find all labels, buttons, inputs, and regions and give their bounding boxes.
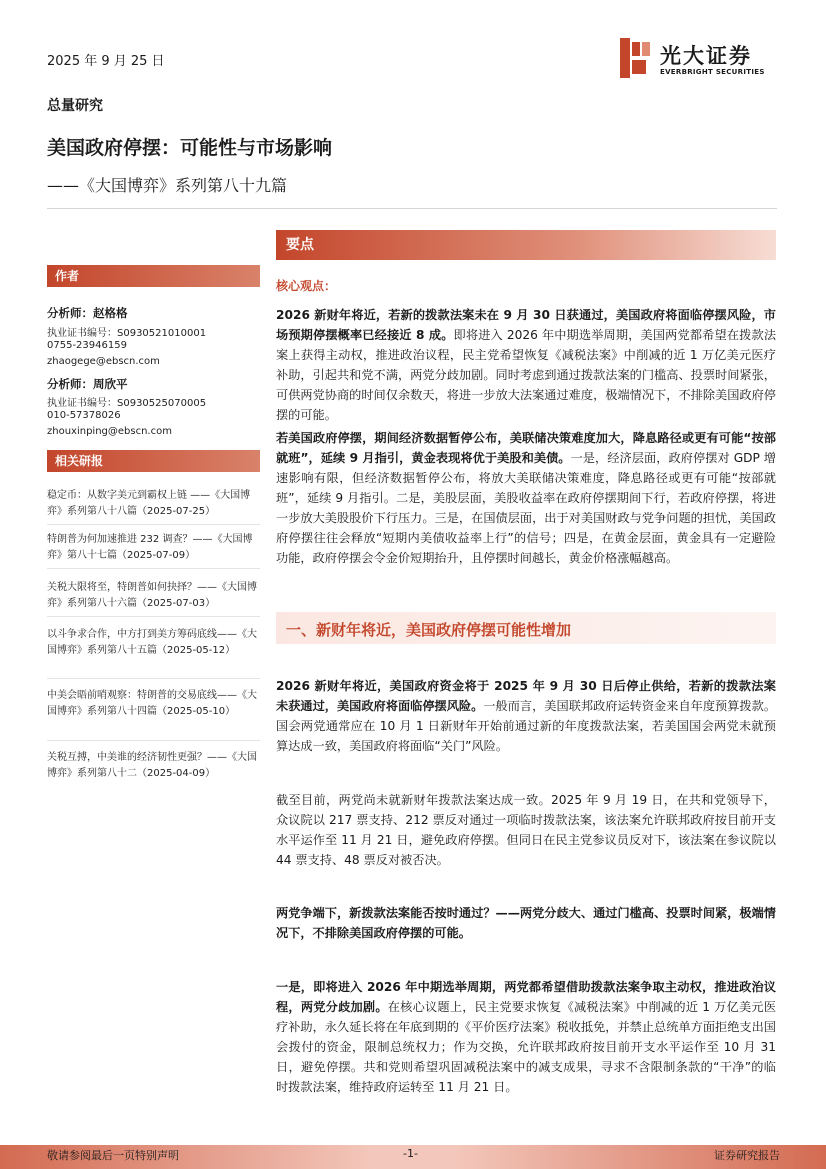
list-divider [47,678,260,679]
paragraph [276,977,776,1097]
logo-subtitle: EVERBRIGHT SECURITIES [660,68,765,76]
related-report-link[interactable]: 以斗争求合作，中方打到美方筹码底线——《大国博弈》系列第八十五篇（2025-05-12） [47,629,257,656]
key-points-header: 要点 [276,230,776,260]
author-name: 分析师：赵格格 [47,306,128,320]
author-email[interactable]: zhouxinping@ebscn.com [47,426,172,437]
list-divider [47,616,260,617]
author-cert: 执业证书编号：S0930525070005 [47,398,207,409]
paragraph-body: 截至目前，两党尚未就新财年拨款法案达成一致。2025 年 9 月 19 日，在共和党领导下，众议院以 217 票支持、212 票反对通过一项临时拨款法案，该法案允许联邦政府按目前开支水平运作至 11 月 21 日，避免政府停摆。但同日在民主党参议员反对下，该法案在参议院以 44 票支持、48 票反对被否决。 [276,793,776,867]
paragraph [276,428,776,568]
author-phone: 0755-23946159 [47,340,127,351]
logo-name: 光大证券 [660,44,752,68]
author-name: 分析师：周欣平 [47,377,128,391]
list-divider [47,740,260,741]
core-view-label: 核心观点： [276,279,337,293]
section-title: 一、新财年将近，美国政府停摆可能性增加 [286,621,572,639]
report-subtitle: ——《大国博弈》系列第八十九篇 [47,176,288,195]
header-divider [47,208,777,209]
report-category: 总量研究 [47,98,103,114]
report-title: 美国政府停摆：可能性与市场影响 [47,137,333,159]
paragraph-body: 在核心议题上，民主党要求恢复《减税法案》中削减的近 1 万亿美元医疗补助，永久延长将在年底到期的《平价医疗法案》税收抵免，并禁止总统单方面拒绝支出国会拨付的资金，限制总统权力；作为交换，允许联邦政府按目前开支水平运作至 10 月 31 日，避免停摆。共和党则希望巩固减税法案中的减支成果，寻求不含限制条款的“干净”的临时拨款法案，维持政府运转至 11 月 21 日。 [276,1000,777,1094]
related-report-link[interactable]: 关税大限将至，特朗普如何抉择？——《大国博弈》系列第八十六篇（2025-07-03） [47,582,257,609]
paragraph-lead: 两党争端下，新拨款法案能否按时通过？——两党分歧大、通过门槛高、投票时间紧，极端情况下，不排除美国政府停摆的可能。 [276,906,776,940]
disclaimer-link[interactable]: 敬请参阅最后一页特别声明 [47,1149,179,1162]
paragraph-body: 一是，经济层面，政府停摆对 GDP 增速影响有限，但经济数据暂停公布，将放大美联储决策难度，降息路径或更有可能“按部就班”，延续 9 月指引。二是，美股层面，美股收益率在政府停摆期间下行，若政府停摆，将进一步放大美股股价下行压力。三是，在国债层面，出于对美国财政与党争问题的担忧，美国政府停摆往往会释放“短期内美债收益率上行”的信号；四是，在黄金层面，黄金具有一定避险功能，政府停摆会令金价短期抬升，且停摆时间越长，黄金价格涨幅越高。 [276,451,776,565]
author-phone: 010-57378026 [47,410,121,421]
authors-header: 作者 [47,265,260,287]
paragraph-lead: 一是，即将进入 2026 年中期选举周期，两党都希望借助拨款法案争取主动权，推进政治议程，两党分歧加剧。 [276,980,776,1014]
related-report-link[interactable]: 中美会晤前哨观察：特朗普的交易底线——《大国博弈》系列第八十四篇（2025-05-10） [47,690,257,717]
paragraph [276,305,776,425]
related-research-header: 相关研报 [47,450,260,472]
list-divider [47,568,260,569]
logo-mark-icon [620,38,652,78]
paragraph-body: 一般而言，美国联邦政府运转资金来自年度预算拨款。国会两党通常应在 10 月 1 日新财年开始前通过新的年度拨款法案，若美国国会两党未就预算达成一致，美国政府将面临“关门”风险。 [276,699,777,753]
paragraph [276,790,776,870]
author-cert: 执业证书编号：S0930521010001 [47,328,207,339]
company-logo [620,38,652,78]
related-report-link[interactable]: 关税互搏，中美谁的经济韧性更强？——《大国博弈》系列第八十二（2025-04-09） [47,752,257,779]
paragraph-lead: 2026 新财年将近，美国政府资金将于 2025 年 9 月 30 日后停止供给，若新的拨款法案未获通过，美国政府将面临停摆风险。 [276,679,776,713]
paragraph-body: 即将进入 2026 年中期选举周期，美国两党都希望在拨款法案上获得主动权，推进政治议程，民主党希望恢复《减税法案》中削减的近 1 万亿美元医疗补助，引起共和党不满，两党分歧加剧。同时考虑到通过拨款法案的门槛高、投票时间紧张，可供两党协商的时间仅余数天，将进一步放大法案通过难度，极端情况下，不排除美国政府停摆的可能。 [276,328,777,422]
related-report-link[interactable]: 特朗普为何加速推进 232 调查？——《大国博弈》第八十七篇（2025-07-09） [47,534,253,561]
paragraph-lead: 若美国政府停摆，期间经济数据暂停公布，美联储决策难度加大，降息路径或更有可能“按部就班”，延续 9 月指引，黄金表现将优于美股和美债。 [276,431,776,465]
footer-label: 证券研究报告 [714,1149,780,1162]
page-number: -1- [403,1147,418,1160]
paragraph [276,676,776,756]
paragraph [276,903,776,943]
author-email[interactable]: zhaogege@ebscn.com [47,356,160,367]
report-date: 2025 年 9 月 25 日 [47,54,165,69]
related-report-link[interactable]: 稳定币：从数字美元到霸权上链 ——《大国博弈》系列第八十八篇（2025-07-25） [47,490,251,517]
paragraph-lead: 2026 新财年将近，若新的拨款法案未在 9 月 30 日获通过，美国政府将面临停摆风险，市场预期停摆概率已经接近 8 成。 [276,308,776,342]
list-divider [47,524,260,525]
